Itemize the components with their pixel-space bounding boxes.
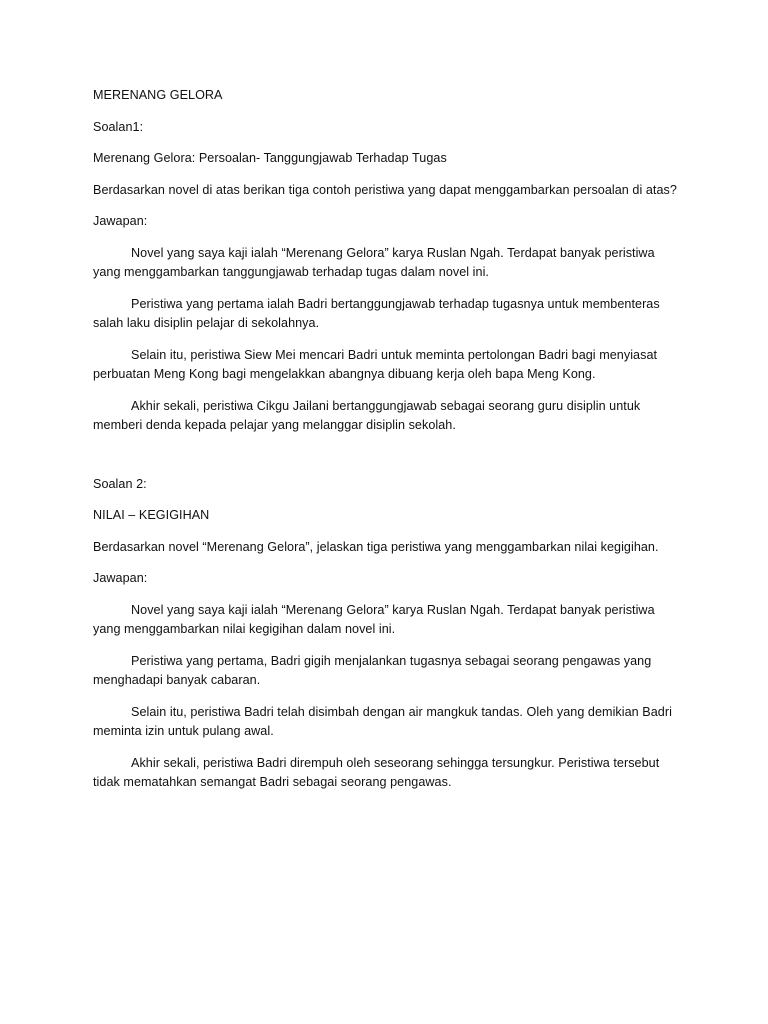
section2-paragraph: Peristiwa yang pertama, Badri gigih menjalankan tugasnya sebagai seorang pengawas yang menghadapi banyak cabaran. — [93, 653, 652, 687]
section1-paragraph: Novel yang saya kaji ialah “Merenang Gelora” karya Ruslan Ngah. Terdapat banyak peristiwa yang menggambarkan tanggungjawab terhadap tugas dalam novel ini. — [93, 245, 655, 279]
document-title: MERENANG GELORA — [93, 88, 223, 102]
section2-answer-label: Jawapan: — [93, 571, 148, 585]
section1-topic: Merenang Gelora: Persoalan- Tanggungjawab Terhadap Tugas — [93, 151, 447, 165]
section1-paragraph: Peristiwa yang pertama ialah Badri bertanggungjawab terhadap tugasnya untuk membenteras salah laku disiplin pelajar di sekolahnya. — [93, 296, 660, 330]
section2-topic: NILAI – KEGIGIHAN — [93, 508, 210, 522]
section2-paragraph: Selain itu, peristiwa Badri telah disimbah dengan air mangkuk tandas. Oleh yang demikian Badri meminta izin untuk pulang awal. — [93, 704, 672, 738]
section2-paragraph: Novel yang saya kaji ialah “Merenang Gelora” karya Ruslan Ngah. Terdapat banyak peristiwa yang menggambarkan nilai kegigihan dalam novel ini. — [93, 602, 655, 636]
section2-paragraph: Akhir sekali, peristiwa Badri dirempuh oleh seseorang sehingga tersungkur. Peristiwa tersebut tidak mematahkan semangat Badri sebagai seorang pengawas. — [93, 755, 660, 789]
section-spacer — [93, 448, 678, 475]
section1-answer-label: Jawapan: — [93, 214, 148, 228]
document-body — [93, 86, 678, 805]
section1-question: Berdasarkan novel di atas berikan tiga contoh peristiwa yang dapat menggambarkan persoalan di atas? — [93, 182, 677, 197]
section2-heading: Soalan 2: — [93, 476, 147, 491]
section1-paragraph: Akhir sekali, peristiwa Cikgu Jailani bertanggungjawab sebagai seorang guru disiplin untuk memberi denda kepada pelajar yang melanggar disiplin sekolah. — [93, 398, 641, 432]
section2-question: Berdasarkan novel “Merenang Gelora”, jelaskan tiga peristiwa yang menggambarkan nilai kegigihan. — [93, 539, 659, 554]
section1-heading: Soalan1: — [93, 119, 144, 134]
section1-paragraph: Selain itu, peristiwa Siew Mei mencari Badri untuk meminta pertolongan Badri bagi menyiasat perbuatan Meng Kong bagi mengelakkan abangnya dibuang kerja oleh bapa Meng Kong. — [93, 347, 658, 381]
